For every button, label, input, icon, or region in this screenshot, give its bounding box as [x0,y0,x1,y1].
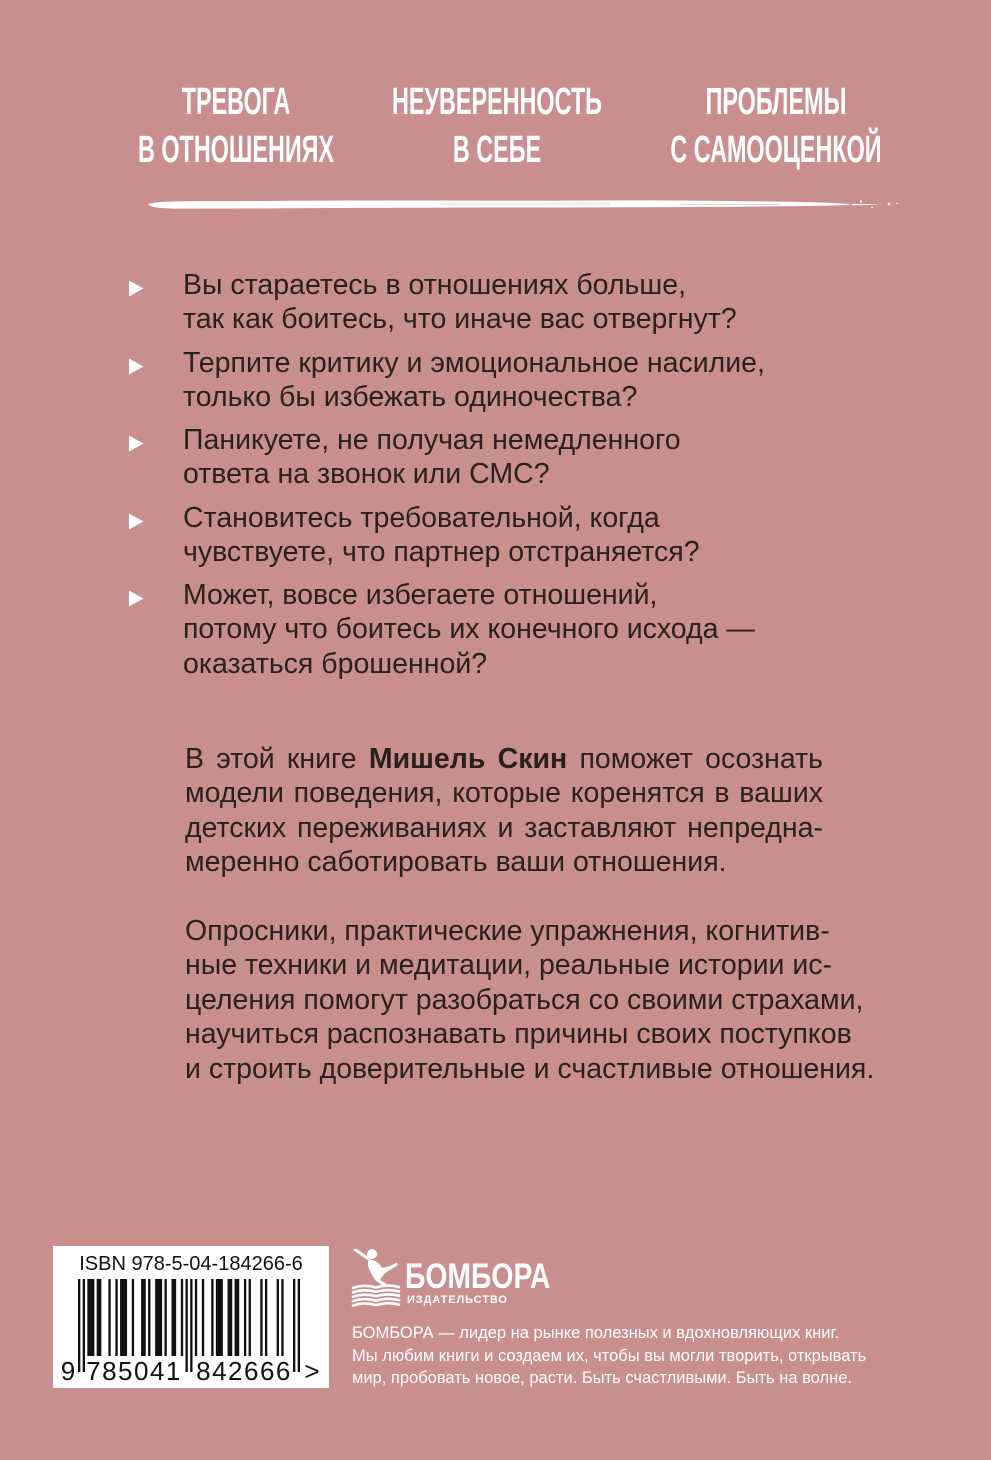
description-line: научиться распознавать причины своих поступков [185,1018,852,1051]
barcode-bar [171,1279,176,1356]
question-item [128,346,888,415]
description-line: модели поведения, которые коренятся в ваших [185,777,823,810]
brush-speck [860,200,862,202]
description-paragraph-1 [185,742,823,880]
description-line: детских переживаниях и заставляют непредна- [185,811,823,844]
brush-speck [896,203,898,205]
publisher-logo-subtitle: ИЗДАТЕЛЬСТВО [407,1294,508,1306]
question-line: только бы избежать одиночества? [183,380,638,413]
header-line: С САМООЦЕНКОЙ [670,129,882,171]
header-line: ТРЕВОГА [181,81,291,123]
publisher-logo-name: БОМБОРА [405,1257,551,1296]
logo-figure-body [368,1260,398,1286]
barcode-guard-bar [78,1279,80,1372]
barcode-bar [195,1279,197,1356]
brush-stroke-divider [140,192,900,218]
question-item [128,423,888,492]
brush-stroke-tail [852,204,884,206]
bullet-marker [128,346,183,380]
barcode-end-marker: > [304,1356,320,1386]
question-text [183,578,755,681]
barcode-bar [148,1279,150,1356]
barcode-bar [277,1279,279,1356]
bullet-triangle-icon [128,358,144,375]
barcode-bar [164,1279,166,1356]
barcode-bar [249,1279,251,1356]
tagline-line: мир, пробовать новое, расти. Быть счастливыми. Быть на волне. [352,1369,852,1387]
barcode-guard-bar [185,1279,187,1372]
header-line: В ОТНОШЕНИЯХ [137,129,335,171]
barcode-bar [115,1279,117,1356]
barcode-left-digits: 785041 [86,1356,182,1386]
isbn-barcode-block [53,1246,329,1388]
header-line: В СЕБЕ [452,129,542,171]
barcode-guard-bar [190,1279,192,1372]
logo-book-page [353,1290,399,1292]
brush-speck [871,207,873,209]
barcode-bar [211,1279,213,1356]
barcode-bar [87,1279,94,1356]
bullet-triangle-icon [128,280,144,297]
barcode-bar [281,1279,283,1356]
description-line: ные техники и медитации, реальные истории ис- [185,949,832,982]
bullet-triangle-icon [128,513,144,530]
description-text: поможет осознать [567,743,823,775]
description-line [185,742,823,776]
question-list [128,268,888,690]
barcode-bar [235,1279,240,1356]
barcode-bar [216,1279,223,1356]
tagline-line: БОМБОРА — лидер на рынке полезных и вдохновляющих книг. [352,1324,840,1342]
question-line: потому что боитесь их конечного исхода — [183,613,755,646]
barcode-right-digits: 842666 [196,1356,292,1386]
barcode-bar [97,1279,102,1356]
description-text: В этой книге [185,743,369,775]
barcode-bar [181,1279,183,1356]
logo-book-page [353,1294,399,1296]
description-line: и строить доверительные и счастливые отношения. [185,1052,875,1085]
surfer-on-book-icon [350,1246,402,1308]
bullet-marker [128,501,183,535]
author-name: Мишель Скин [368,743,568,775]
question-line: оказаться брошенной? [183,647,488,680]
bullet-marker [128,268,183,302]
description-line: целения помогут разобраться со своими страхами, [185,983,864,1016]
brush-speck [888,203,891,206]
description-line: меренно саботировать ваши отношения. [185,846,727,879]
barcode-guard-bar [298,1279,300,1372]
logo-book-page [353,1299,399,1301]
barcode-bar [228,1279,233,1356]
question-line: так как боитесь, что иначе вас отвергнут? [183,303,737,336]
header-line: ПРОБЛЕМЫ [705,81,847,123]
barcode-bar [132,1279,134,1356]
barcode-first-digit: 9 [60,1356,76,1386]
question-line: Паникуете, не получая немедленного [183,424,681,456]
question-item [128,268,888,337]
isbn-label: ISBN 978-5-04-184266-6 [79,1253,303,1275]
question-line: Может, вовсе избегаете отношений, [183,579,658,611]
question-line: Терпите критику и эмоциональное насилие, [183,346,765,379]
logo-book-page [353,1286,399,1288]
logo-book-page [353,1303,399,1305]
question-line: ответа на звонок или СМС? [183,458,550,491]
question-line: Становитесь требовательной, когда [183,501,660,534]
question-text [183,501,700,570]
bullet-triangle-icon [128,435,144,452]
barcode-bar [120,1279,127,1356]
barcode-guard-bar [293,1279,295,1372]
barcode-bar [260,1279,262,1356]
header-line: НЕУВЕРЕННОСТЬ [392,81,602,123]
header-column-self-esteem [576,78,976,174]
bullet-marker [128,578,183,612]
question-line: Вы стараетесь в отношениях больше, [183,269,687,301]
barcode-bar [155,1279,162,1356]
publisher-tagline [352,1322,866,1390]
description-line: Опросники, практические упражнения, когнитив- [185,915,830,947]
barcode-bar [244,1279,246,1356]
question-text [183,346,765,415]
question-text [183,268,737,337]
bullet-triangle-icon [128,590,144,607]
question-item [128,578,888,681]
barcode-bar [202,1279,204,1356]
barcode-bar [108,1279,110,1356]
bullet-marker [128,423,183,457]
barcode-bar [141,1279,146,1356]
barcode-bar [265,1279,267,1356]
tagline-line: Мы любим книги и создаем их, чтобы вы могли творить, открывать [352,1346,867,1365]
description-paragraph-2 [185,914,885,1086]
question-item [128,501,888,570]
question-text [183,423,681,492]
question-line: чувствуете, что партнер отстраняется? [183,535,700,568]
